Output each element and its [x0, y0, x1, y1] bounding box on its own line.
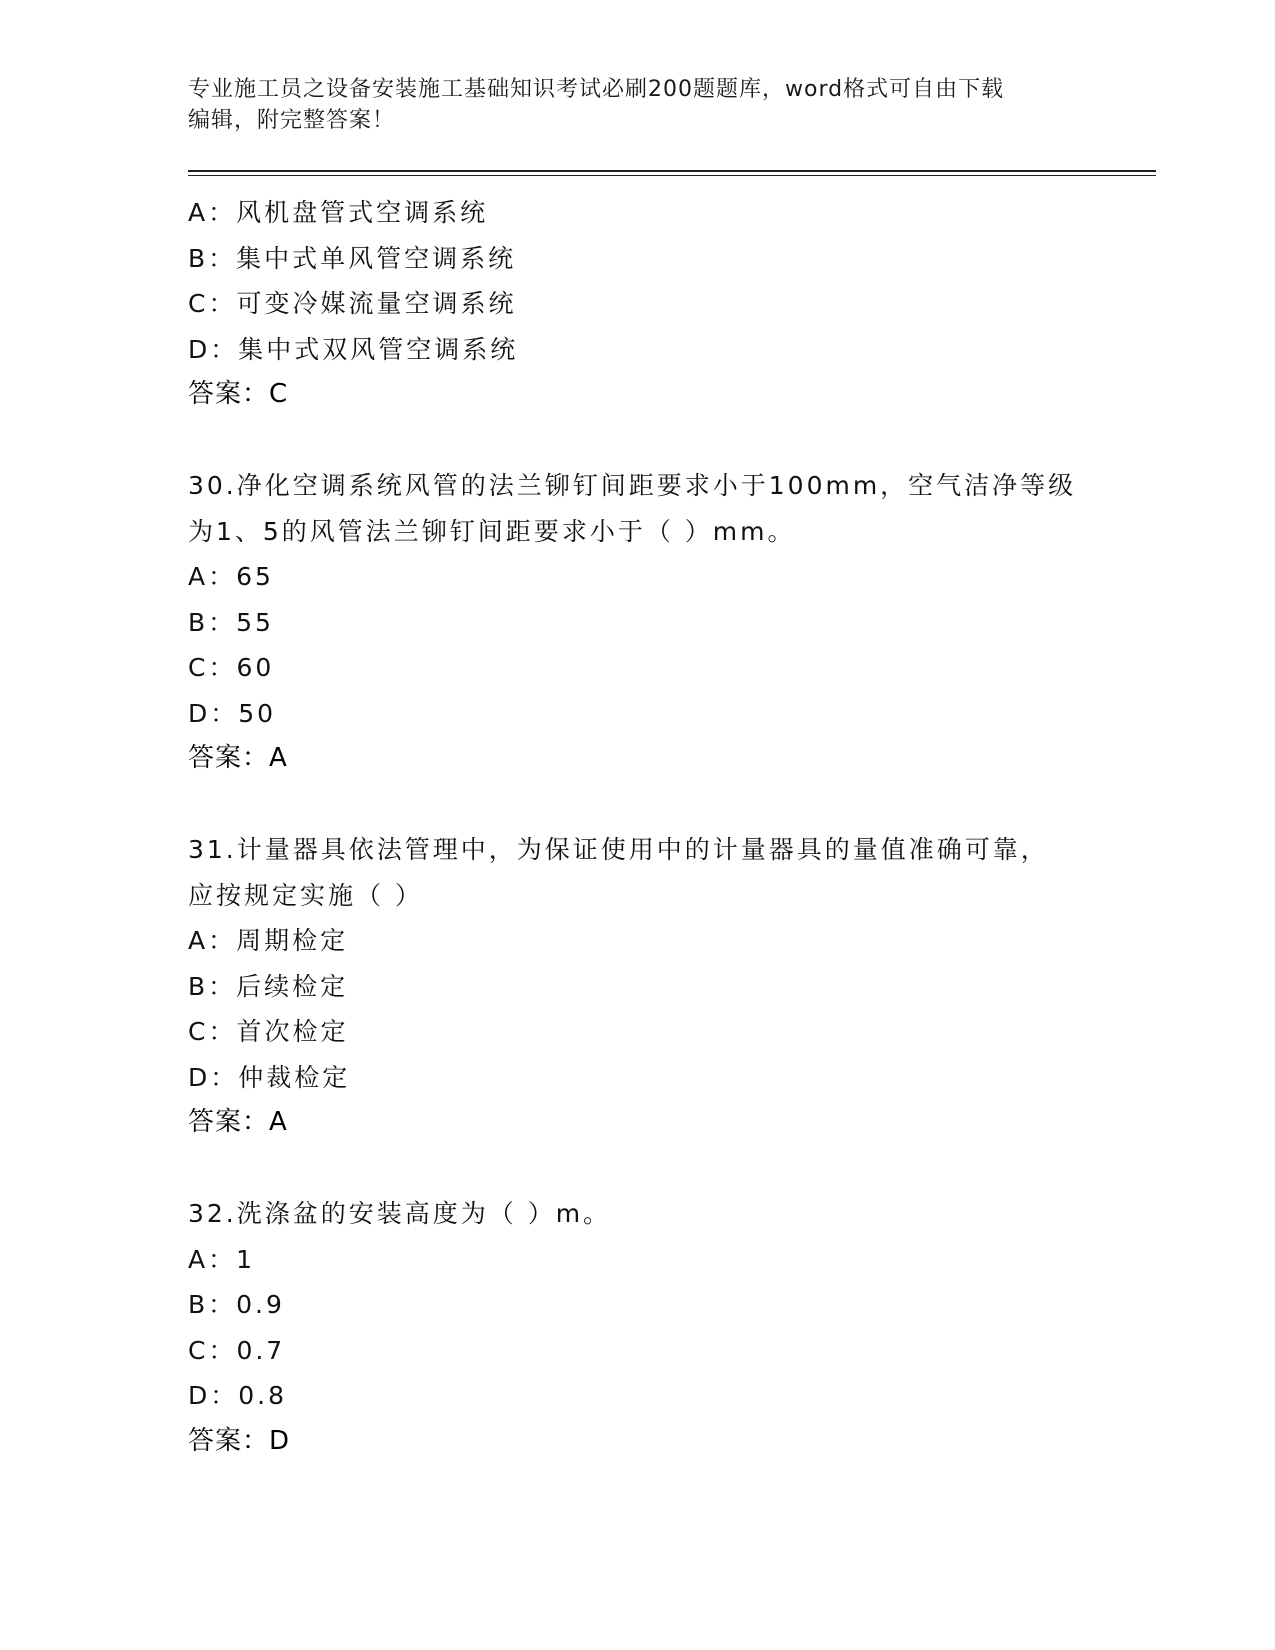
- answer: 答案：A: [188, 1107, 288, 1137]
- question-29-options: [188, 190, 1148, 418]
- question-30: [188, 463, 1148, 782]
- option-d: D：仲裁检定: [188, 1062, 351, 1092]
- option-c: C：60: [188, 653, 275, 682]
- answer: 答案：A: [188, 743, 288, 773]
- header-divider-bottom: [188, 175, 1156, 176]
- option-d: D：0.8: [188, 1381, 288, 1410]
- question-list: [188, 190, 1148, 1464]
- option-c: C：可变冷媒流量空调系统: [188, 289, 517, 318]
- question-stem-line-1: 30.净化空调系统风管的法兰铆钉间距要求小于100mm，空气洁净等级: [188, 471, 1077, 500]
- question-31: [188, 827, 1148, 1146]
- answer: 答案：D: [188, 1425, 291, 1456]
- option-b: B：55: [188, 607, 274, 637]
- option-d: D：集中式双风管空调系统: [188, 334, 519, 364]
- document-header: [188, 74, 1088, 136]
- option-a: A：65: [188, 562, 274, 591]
- question-stem-line-1: 31.计量器具依法管理中，为保证使用中的计量器具的量值准确可靠，: [188, 835, 1049, 864]
- spacer: [188, 782, 1148, 828]
- header-line-2: 编辑，附完整答案！: [188, 108, 396, 133]
- question-stem-line-2: 为1、5的风管法兰铆钉间距要求小于（ ）mm。: [188, 516, 796, 546]
- option-b: B：集中式单风管空调系统: [188, 243, 517, 273]
- option-c: C：0.7: [188, 1335, 286, 1365]
- answer: 答案：C: [188, 379, 289, 409]
- option-d: D：50: [188, 698, 277, 728]
- option-a: A：风机盘管式空调系统: [188, 198, 489, 227]
- option-b: B：后续检定: [188, 971, 349, 1001]
- option-a: A：1: [188, 1244, 256, 1274]
- question-stem-line-1: 32.洗涤盆的安装高度为（ ）m。: [188, 1199, 612, 1228]
- spacer: [188, 1146, 1148, 1192]
- header-line-1: 专业施工员之设备安装施工基础知识考试必刷200题题库，word格式可自由下载: [188, 77, 1005, 102]
- header-divider-top: [188, 170, 1156, 172]
- option-c: C：首次检定: [188, 1017, 349, 1046]
- question-32: [188, 1191, 1148, 1464]
- option-b: B：0.9: [188, 1290, 285, 1319]
- question-stem-line-2: 应按规定实施（ ）: [188, 880, 423, 910]
- option-a: A：周期检定: [188, 926, 349, 955]
- spacer: [188, 418, 1148, 464]
